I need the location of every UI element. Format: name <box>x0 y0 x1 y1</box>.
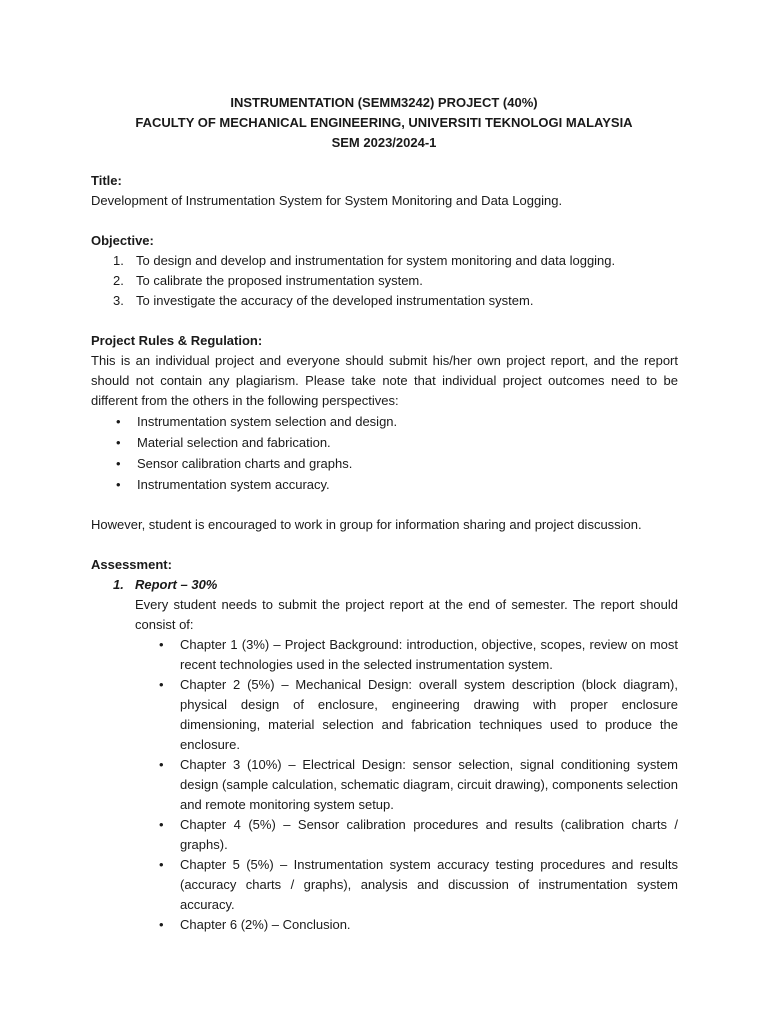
chapter-text: Chapter 5 (5%) – Instrumentation system accuracy testing procedures and results (accuracy charts / graphs), analysis and discussion of instrumentation system accuracy. <box>180 857 678 912</box>
rules-item-text: Sensor calibration charts and graphs. <box>137 456 353 471</box>
objective-text: To design and develop and instrumentation for system monitoring and data logging. <box>136 253 616 268</box>
chapter-text: Chapter 1 (3%) – Project Background: introduction, objective, scopes, review on most recent technologies used in the selected instrumentation system. <box>180 637 678 672</box>
objective-list <box>91 251 678 311</box>
rules-item <box>91 474 678 495</box>
objective-number: 2. <box>113 273 124 288</box>
chapter-item <box>135 635 678 675</box>
report-description: Every student needs to submit the project report at the end of semester. The report should consist of: <box>135 597 678 632</box>
assessment-heading: Assessment: <box>91 557 172 572</box>
chapter-text: Chapter 2 (5%) – Mechanical Design: overall system description (block diagram), physical design of enclosure, engineering drawing with proper enclosure dimensioning, material selection and fabrication techniques used to produce the enclosure. <box>180 677 678 752</box>
bullet-icon: • <box>159 637 164 652</box>
chapter-text: Chapter 4 (5%) – Sensor calibration procedures and results (calibration charts / graphs). <box>180 817 678 852</box>
bullet-icon: • <box>159 677 164 692</box>
objective-item <box>91 251 678 271</box>
bullet-icon: • <box>116 435 121 450</box>
rules-item-text: Instrumentation system accuracy. <box>137 477 330 492</box>
report-title: Report – 30% <box>135 577 218 592</box>
header-faculty: FACULTY OF MECHANICAL ENGINEERING, UNIVERSITI TEKNOLOGI MALAYSIA <box>135 115 633 130</box>
report-body <box>91 595 678 935</box>
objective-item <box>91 271 678 291</box>
bullet-icon: • <box>116 414 121 429</box>
document-header <box>0 93 768 153</box>
chapter-list <box>135 635 678 935</box>
chapter-item <box>135 915 678 935</box>
chapter-item <box>135 755 678 815</box>
objective-number: 3. <box>113 293 124 308</box>
rules-item <box>91 432 678 453</box>
report-number: 1. <box>113 577 124 592</box>
rules-item-text: Material selection and fabrication. <box>137 435 331 450</box>
bullet-icon: • <box>159 757 164 772</box>
bullet-icon: • <box>159 917 164 932</box>
header-course-title: INSTRUMENTATION (SEMM3242) PROJECT (40%) <box>230 95 538 110</box>
rules-paragraph: This is an individual project and everyone should submit his/her own project report, and the report should not contain any plagiarism. Please take note that individual project outcomes need to be different from the others in the following perspectives: <box>91 353 678 408</box>
rules-note: However, student is encouraged to work in group for information sharing and project discussion. <box>91 517 642 532</box>
title-heading: Title: <box>91 173 122 188</box>
objective-text: To calibrate the proposed instrumentation system. <box>136 273 423 288</box>
bullet-icon: • <box>116 477 121 492</box>
title-text: Development of Instrumentation System for System Monitoring and Data Logging. <box>91 193 563 208</box>
header-semester: SEM 2023/2024-1 <box>331 135 437 150</box>
assessment-report-item <box>91 575 678 595</box>
objective-text: To investigate the accuracy of the developed instrumentation system. <box>136 293 534 308</box>
rules-item <box>91 453 678 474</box>
rules-heading: Project Rules & Regulation: <box>91 333 263 348</box>
chapter-item <box>135 815 678 855</box>
rules-item <box>91 411 678 432</box>
document-body <box>91 171 678 935</box>
objective-number: 1. <box>113 253 124 268</box>
bullet-icon: • <box>159 817 164 832</box>
chapter-text: Chapter 6 (2%) – Conclusion. <box>180 917 351 932</box>
bullet-icon: • <box>116 456 121 471</box>
bullet-icon: • <box>159 857 164 872</box>
chapter-item <box>135 675 678 755</box>
rules-item-text: Instrumentation system selection and design. <box>137 414 398 429</box>
chapter-text: Chapter 3 (10%) – Electrical Design: sensor selection, signal conditioning system design (sample calculation, schematic diagram, circuit drawing), components selection and remote monitoring system setup. <box>180 757 678 812</box>
chapter-item <box>135 855 678 915</box>
rules-list <box>91 411 678 495</box>
objective-heading: Objective: <box>91 233 154 248</box>
objective-item <box>91 291 678 311</box>
